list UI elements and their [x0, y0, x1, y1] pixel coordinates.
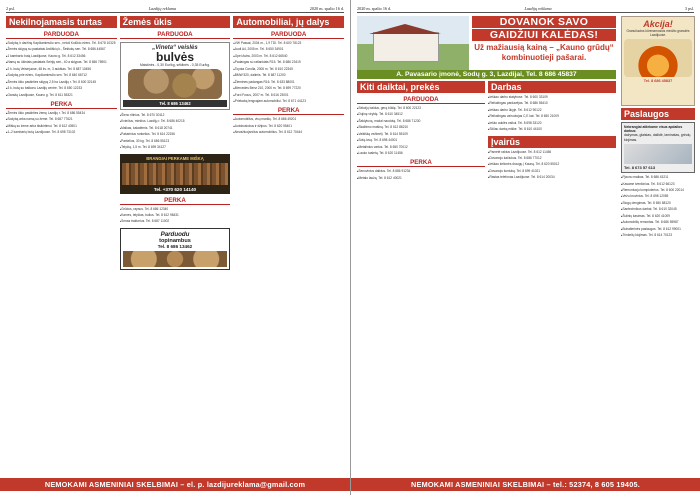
page-number: 3 psl. [684, 5, 694, 11]
classified-ad: ■ Metalo laužą. Tel. 8 612 40021 [357, 176, 485, 181]
potato-ad-title: „Vineta“ veislės [152, 45, 198, 51]
banner-address-strip [357, 70, 616, 80]
classified-ad: ■ Sekcijų baldus, gerą būklę. Tel. 8 600 22123 [357, 106, 485, 111]
subsection-buy: PERKA [120, 197, 231, 205]
feed-banner-ad [357, 16, 616, 78]
promo-phone: Tel. 8 686 45837 [643, 79, 673, 83]
section-title: Darbas [488, 81, 616, 93]
classified-ad: ■ Dujinę viryklę. Tel. 8 610 34512 [357, 112, 485, 117]
classified-ad: ■ BMW 520, dalimis. Tel. 8 687 11200 [233, 73, 344, 78]
section-title-misc: Įvairūs [488, 136, 616, 148]
subsection-buy: PERKA [6, 101, 117, 109]
forest-buy-ad [120, 154, 231, 194]
potato-ad-phone: Tel. 8 686 13462 [123, 100, 228, 107]
classified-ad: ■ Skalbimo mašiną. Tel. 8 612 88210 [357, 125, 485, 130]
promo-body: Granuliuotos kūrenamosios medžio granulės Lazdijuose. [626, 29, 690, 37]
promo-heading: Akcija! [643, 19, 673, 29]
classified-list [120, 207, 231, 225]
classified-ad: ■ Namą su ūkiniais pastatais Seirijų sen., 40 a sklypas. Tel. 8 656 78901 [6, 60, 117, 65]
classified-ad: ■ 3 k. butą su balkonu Lazdijų centre. Tel. 8 650 12233 [6, 86, 117, 91]
classified-ad: ■ Lauko tualetą. Tel. 8 620 11456 [357, 151, 485, 156]
classified-list [488, 150, 616, 181]
classified-list [6, 111, 117, 136]
classified-ad: ■ Žiemines padangas R16. Tel. 8 633 88001 [233, 80, 344, 85]
potato-ad-heading: bulvės [156, 50, 195, 64]
classified-ad: ■ Sodybą arba namą su žeme. Tel. 8 687 77621 [6, 117, 117, 122]
classified-list [357, 169, 485, 181]
subsection-buy: PERKA [233, 107, 344, 115]
classified-ad: ■ 2 k. butą Veisiejuose, 48 kv. m, 3 aukštas. Tel. 8 687 10456 [6, 67, 117, 72]
left-page-header [6, 4, 344, 13]
column-jobs [488, 81, 616, 471]
classified-ad: ■ Stogų dengimas. Tel. 8 650 88120 [621, 201, 695, 206]
classified-ad: ■ Reikalingas vairuotojas C,E kat. Tel. 8 650 21009 [488, 114, 616, 119]
house-image [357, 16, 469, 78]
classified-ad: ■ Sofą-lovą. Tel. 8 698 44001 [357, 138, 485, 143]
column-real-estate [6, 16, 117, 471]
pellets-promo-ad [621, 16, 695, 106]
classified-ad: ■ VW Passat, 2004 m., 1,9 TDI. Tel. 8 600 78123 [233, 41, 344, 46]
classified-ad: ■ Automobilius, visų markių. Tel. 8 686 49201 [233, 117, 344, 122]
right-page [350, 0, 700, 495]
classified-ad: ■ Grūdus, rapsus. Tel. 8 686 12340 [120, 207, 231, 212]
classified-ad: ■ Priekabą lengvajam automobiliui. Tel. 8 671 44123 [233, 99, 344, 104]
classified-ad: ■ Dovanoju šuniuką. Tel. 8 699 41021 [488, 169, 616, 174]
classified-ad: ■ Padangas su ratlankiais R15. Tel. 8 686 23419 [233, 60, 344, 65]
classified-ad: ■ Senas traktorius. Tel. 8 687 11002 [120, 219, 231, 224]
classified-ad: ■ Mercedes Benz 210, 2000 m. Tel. 8 699 77220 [233, 86, 344, 91]
renovation-ad-title: Nebrangiai atliekame visus apdailos darbus: [624, 125, 683, 134]
issue-date: 2020 m. spalio 16 d. [309, 5, 344, 11]
section-title: Automobiliai, jų dalys [233, 16, 344, 28]
classified-list [357, 106, 485, 156]
classified-ad: ■ Ford Focus, 2007 m. Tel. 8 616 23001 [233, 93, 344, 98]
subsection-sell: PARDUODA [6, 31, 117, 39]
topinambur-ad [120, 228, 231, 270]
classified-ad: ■ Ieškau kelionės draugų į Kauną. Tel. 8 620 55012 [488, 162, 616, 167]
classified-ad: ■ Žemės sklypą su pastatais Ančiškių k., Šeštokų sen. Tel. 8 686 44567 [6, 47, 117, 52]
classified-ad: ■ Ieško auklės vaikui. Tel. 8 698 33120 [488, 121, 616, 126]
column-other-goods [357, 81, 485, 471]
newspaper-brand: Lazdijų reklama [524, 5, 552, 11]
renovation-ad-body: dažymas, glaistas, dailidė, laminatas, grindų klojimas. [624, 133, 691, 142]
forest-ad-phone: Tel. +370 620 14140 [153, 186, 197, 192]
classified-ad: ■ Vežu krovinius. Tel. 8 698 12055 [621, 194, 695, 199]
classified-ad: ■ Dovanoju kačiukus. Tel. 8 686 77012 [488, 156, 616, 161]
classified-ad: ■ Buhalterinės paslaugos. Tel. 8 612 99001 [621, 227, 695, 232]
subsection-sell: PARDUODA [120, 31, 231, 39]
classified-ad: ■ 1 kambario butą Lazdijuose, Kauno g. Tel. 8 612 33456 [6, 54, 117, 59]
classified-ad: ■ Sodybą ir daržinę Kapčiamiesčio sen., netoli Kolūkio ežero. Tel. 8 678 10325 [6, 41, 117, 46]
classified-list [621, 175, 695, 238]
classified-ad: ■ Žemės ūkio paskirties sklypą 2,5 ha Lazdijų r. Tel. 8 600 32145 [6, 80, 117, 85]
banner-line-2: GAIDŽIUI KALĖDAS! [472, 29, 616, 41]
classified-ad: ■ Ieškau darbo statybose. Tel. 8 600 33109 [488, 95, 616, 100]
banner-line-4: kombinuotieji pašarai. [501, 53, 587, 62]
classified-ad: ■ Sodybą prie ežero, Kapčiamiesčio sen. Tel. 8 640 66712 [6, 73, 117, 78]
classified-ad: ■ Toyota Corolla, 2006 m. Tel. 8 610 22345 [233, 67, 344, 72]
issue-date: 2020 m. spalio 16 d. [357, 5, 392, 11]
classified-ad: ■ Šieno ritinius. Tel. 8 670 30112 [120, 113, 231, 118]
column-cars [233, 16, 344, 471]
potato-image [128, 69, 222, 99]
classified-ad: ■ Reikalingas pardavėjas. Tel. 8 686 55410 [488, 101, 616, 106]
classified-list [120, 113, 231, 151]
fire-image [624, 39, 692, 77]
potato-ad [120, 42, 231, 110]
classified-ad: ■ Opel Astra, 2003 m. Tel. 8 612 66540 [233, 54, 344, 59]
classified-ad: ■ Kviečius, miežius. Lazdijų r. Tel. 8 686 40215 [120, 119, 231, 124]
section-title: Žemės ūkis [120, 16, 231, 28]
classified-ad: ■ Pjaunu malkas. Tel. 8 686 43211 [621, 175, 695, 180]
classified-ad: ■ Garažą Lazdijuose, Kauno g. Tel. 8 611 55321 [6, 93, 117, 98]
classified-ad: ■ Paršelius, 30 kg. Tel. 8 686 55123 [120, 139, 231, 144]
classified-ad: ■ Mišką su žeme arba išsikirtimui. Tel. 8 612 40501 [6, 124, 117, 129]
classified-list [233, 117, 344, 135]
topinambur-ad-title: Parduodu [160, 230, 190, 238]
classified-ad: ■ Senovinius daiktus. Tel. 8 686 91234 [357, 169, 485, 174]
classified-ad: ■ Metalinius vartus. Tel. 8 650 70012 [357, 145, 485, 150]
topinambur-ad-phone: Tel. 8 686 13462 [157, 243, 193, 249]
classified-ad: ■ 1–2 kambarių butą Lazdijuose. Tel. 8 698 73102 [6, 130, 117, 135]
classified-ad: ■ Rastas telefonas Lazdijuose. Tel. 8 614 20034 [488, 175, 616, 180]
renovation-ad [621, 122, 695, 173]
classified-list [488, 95, 616, 133]
section-title: Paslaugos [621, 108, 695, 120]
section-title: Nekilnojamasis turtas [6, 16, 117, 28]
classified-ad: ■ Audi A4, 2005 m. Tel. 8 650 34901 [233, 47, 344, 52]
classified-ad: ■ Pametė raktus Lazdijuose. Tel. 8 612 11456 [488, 150, 616, 155]
classified-ad: ■ Kasame tvenkinius. Tel. 8 612 66123 [621, 182, 695, 187]
column-agriculture [120, 16, 231, 471]
classified-ad: ■ Šulinių kasimas. Tel. 8 620 41009 [621, 214, 695, 219]
classified-ad: ■ Trinkelių klojimas. Tel. 8 614 70123 [621, 233, 695, 238]
subsection-sell: PARDUODA [357, 96, 485, 104]
banner-address: A. Pavasario įmonė, Sodų g. 3, Lazdijai, Tel. 8 686 45837 [357, 70, 616, 79]
logs-image [123, 251, 228, 267]
topinambur-ad-product: topinambus [159, 237, 191, 244]
left-page-footer: NEMOKAMI ASMENINIAI SKELBIMAI – el. p. lazdijureklama@gmail.com [0, 478, 350, 491]
classified-ad: ■ Karves, telyčias, bulius. Tel. 8 612 98431 [120, 213, 231, 218]
page-number: 2 psl. [6, 5, 16, 11]
classified-ad: ■ Santechnikos darbai. Tel. 8 610 32045 [621, 207, 695, 212]
classified-ad: ■ Malkas, kaladėmis. Tel. 8 618 20741 [120, 126, 231, 131]
classified-ad: ■ Ieškau darbo ūkyje. Tel. 8 612 90122 [488, 108, 616, 113]
subsection-buy: PERKA [357, 159, 485, 167]
right-page-footer: NEMOKAMI ASMENINIAI SKELBIMAI – tel.: 52374, 8 605 19405. [351, 478, 700, 491]
classified-ad: ■ Vaikišką vežimėlį. Tel. 8 614 55109 [357, 132, 485, 137]
newspaper-brand: Lazdijų reklama [148, 5, 177, 11]
classified-ad: ■ Šaldytuvą, mažai naudotą. Tel. 8 686 71230 [357, 119, 485, 124]
potato-ad-prices: Maistinės - 0,30 Eur/kg, sėklinės - 0,35 Eur/kg. [139, 63, 211, 67]
wood-image [122, 163, 229, 185]
classified-list [6, 41, 117, 98]
classified-ad: ■ Žemės ūkio paskirties žemę Lazdijų r. Tel. 8 686 55434 [6, 111, 117, 116]
banner-line-3: Už mažiausią kainą – „Kauno grūdų“ [474, 43, 614, 52]
forest-ad-title: BRANGIAI PERKAME MIŠKĄ [146, 155, 204, 161]
classified-ad: ■ Automobilių remontas. Tel. 8 686 55987 [621, 220, 695, 225]
classified-ad: ■ Pašarinius runkelius. Tel. 8 614 22156 [120, 132, 231, 137]
classified-ad: ■ Remontuoju kompiuterius. Tel. 8 600 22014 [621, 188, 695, 193]
classified-list [233, 41, 344, 104]
classified-ad: ■ Autobusiukus ir džipus. Tel. 8 620 55401 [233, 124, 344, 129]
classified-ad: ■ Nevažiuojančius automobilius. Tel. 8 612 70444 [233, 130, 344, 135]
interior-image [624, 144, 692, 164]
banner-line-1: DOVANOK SAVO [472, 16, 616, 28]
renovation-ad-phone: Tel. 8 673 57 613 [624, 164, 656, 170]
classified-ad: ■ Telyčią, 1,5 m. Tel. 8 699 34127 [120, 145, 231, 150]
right-page-header [357, 4, 694, 13]
classified-ad: ■ Siūlau darbą miške. Tel. 8 610 44100 [488, 127, 616, 132]
section-title: Kiti daiktai, prekės [357, 81, 485, 93]
column-services [621, 108, 695, 471]
subsection-sell: PARDUODA [233, 31, 344, 39]
